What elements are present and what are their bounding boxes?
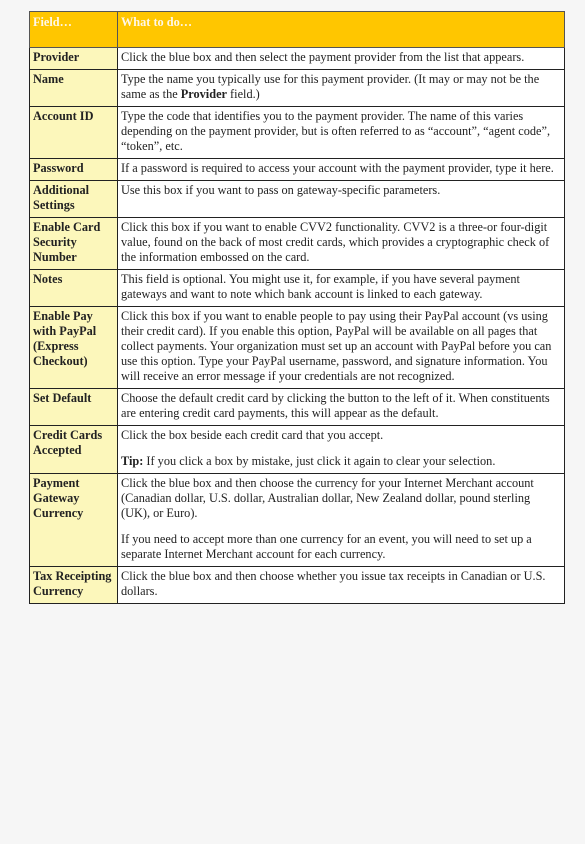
description-paragraph xyxy=(121,532,561,562)
field-name: Credit Cards Accepted xyxy=(30,426,118,474)
field-name: Tax Receipting Currency xyxy=(30,567,118,604)
field-name: Notes xyxy=(30,270,118,307)
description-paragraph xyxy=(121,50,561,65)
field-description xyxy=(118,107,565,159)
description-paragraph xyxy=(121,220,561,265)
description-text: Click this box if you want to enable CVV2 functionality. CVV2 is a three-or four-digit value, found on the back of most credit cards, which provides a cryptographic check of the information embossed on the card. xyxy=(121,220,550,264)
table-row xyxy=(30,159,565,181)
description-paragraph xyxy=(121,161,561,176)
field-name: Enable Pay with PayPal (Express Checkout) xyxy=(30,307,118,389)
table-row xyxy=(30,567,565,604)
field-description xyxy=(118,48,565,70)
tip-label: Tip: xyxy=(121,454,144,468)
field-name: Provider xyxy=(30,48,118,70)
description-paragraph xyxy=(121,72,561,102)
description-text: Click the blue box and then choose whether you issue tax receipts in Canadian or U.S. dollars. xyxy=(121,569,546,598)
description-text: This field is optional. You might use it, for example, if you have several payment gateways and want to note which bank account is linked to each gateway. xyxy=(121,272,520,301)
field-instructions-table xyxy=(29,11,565,604)
table-row xyxy=(30,474,565,567)
description-paragraph xyxy=(121,183,561,198)
field-description xyxy=(118,307,565,389)
description-text: field.) xyxy=(226,87,260,101)
field-description xyxy=(118,474,565,567)
description-text: Click the box beside each credit card that you accept. xyxy=(121,428,384,442)
description-paragraph xyxy=(121,476,561,521)
description-paragraph xyxy=(121,272,561,302)
description-text: Click the blue box and then select the payment provider from the list that appears. xyxy=(121,50,525,64)
table-row xyxy=(30,270,565,307)
field-name: Enable Card Security Number xyxy=(30,218,118,270)
description-paragraph xyxy=(121,428,561,443)
field-name: Additional Settings xyxy=(30,181,118,218)
field-description xyxy=(118,389,565,426)
table-row xyxy=(30,426,565,474)
description-text: Click the blue box and then choose the currency for your Internet Merchant account (Canadian dollar, U.S. dollar, Australian dollar, New Zealand dollar, pound sterling (UK), or Euro). xyxy=(121,476,534,520)
table-row xyxy=(30,181,565,218)
description-text: If you need to accept more than one currency for an event, you will need to set up a separate Internet Merchant account for each currency. xyxy=(121,532,532,561)
field-description xyxy=(118,270,565,307)
description-text: Click this box if you want to enable people to pay using their PayPal account (vs using their credit card). If you enable this option, PayPal will be available on all pages that collect payments. Your organization must set up an account with PayPal before you can use this option. Type your PayPal username, password, and signature information. You will receive an error message if your credentials are not recognized. xyxy=(121,309,552,383)
table-row xyxy=(30,389,565,426)
field-description xyxy=(118,70,565,107)
header-what-to-do: What to do… xyxy=(118,12,565,48)
table-row xyxy=(30,307,565,389)
table-header-row xyxy=(30,12,565,48)
table-row xyxy=(30,70,565,107)
description-text: If you click a box by mistake, just click it again to clear your selection. xyxy=(143,454,496,468)
field-name: Name xyxy=(30,70,118,107)
provider-field-reference: Provider xyxy=(180,87,227,101)
field-description xyxy=(118,181,565,218)
description-paragraph xyxy=(121,309,561,384)
header-field: Field… xyxy=(30,12,118,48)
table-row xyxy=(30,48,565,70)
description-paragraph xyxy=(121,109,561,154)
description-text: If a password is required to access your account with the payment provider, type it here. xyxy=(121,161,554,175)
field-description xyxy=(118,218,565,270)
table-row xyxy=(30,107,565,159)
field-name: Set Default xyxy=(30,389,118,426)
field-description xyxy=(118,567,565,604)
field-description xyxy=(118,426,565,474)
field-description xyxy=(118,159,565,181)
description-paragraph xyxy=(121,454,561,469)
description-text: Type the code that identifies you to the payment provider. The name of this varies depending on the payment provider, but is often referred to as “account”, “agent code”, “token”, etc. xyxy=(121,109,551,153)
description-text: Type the name you typically use for this payment provider. (It may or may not be the same as the xyxy=(121,72,540,101)
field-name: Password xyxy=(30,159,118,181)
field-name: Account ID xyxy=(30,107,118,159)
table-row xyxy=(30,218,565,270)
description-text: Use this box if you want to pass on gateway-specific parameters. xyxy=(121,183,441,197)
field-name: Payment Gateway Currency xyxy=(30,474,118,567)
description-paragraph xyxy=(121,569,561,599)
description-text: Choose the default credit card by clicking the button to the left of it. When constituents are entering credit card payments, this will appear as the default. xyxy=(121,391,550,420)
description-paragraph xyxy=(121,391,561,421)
